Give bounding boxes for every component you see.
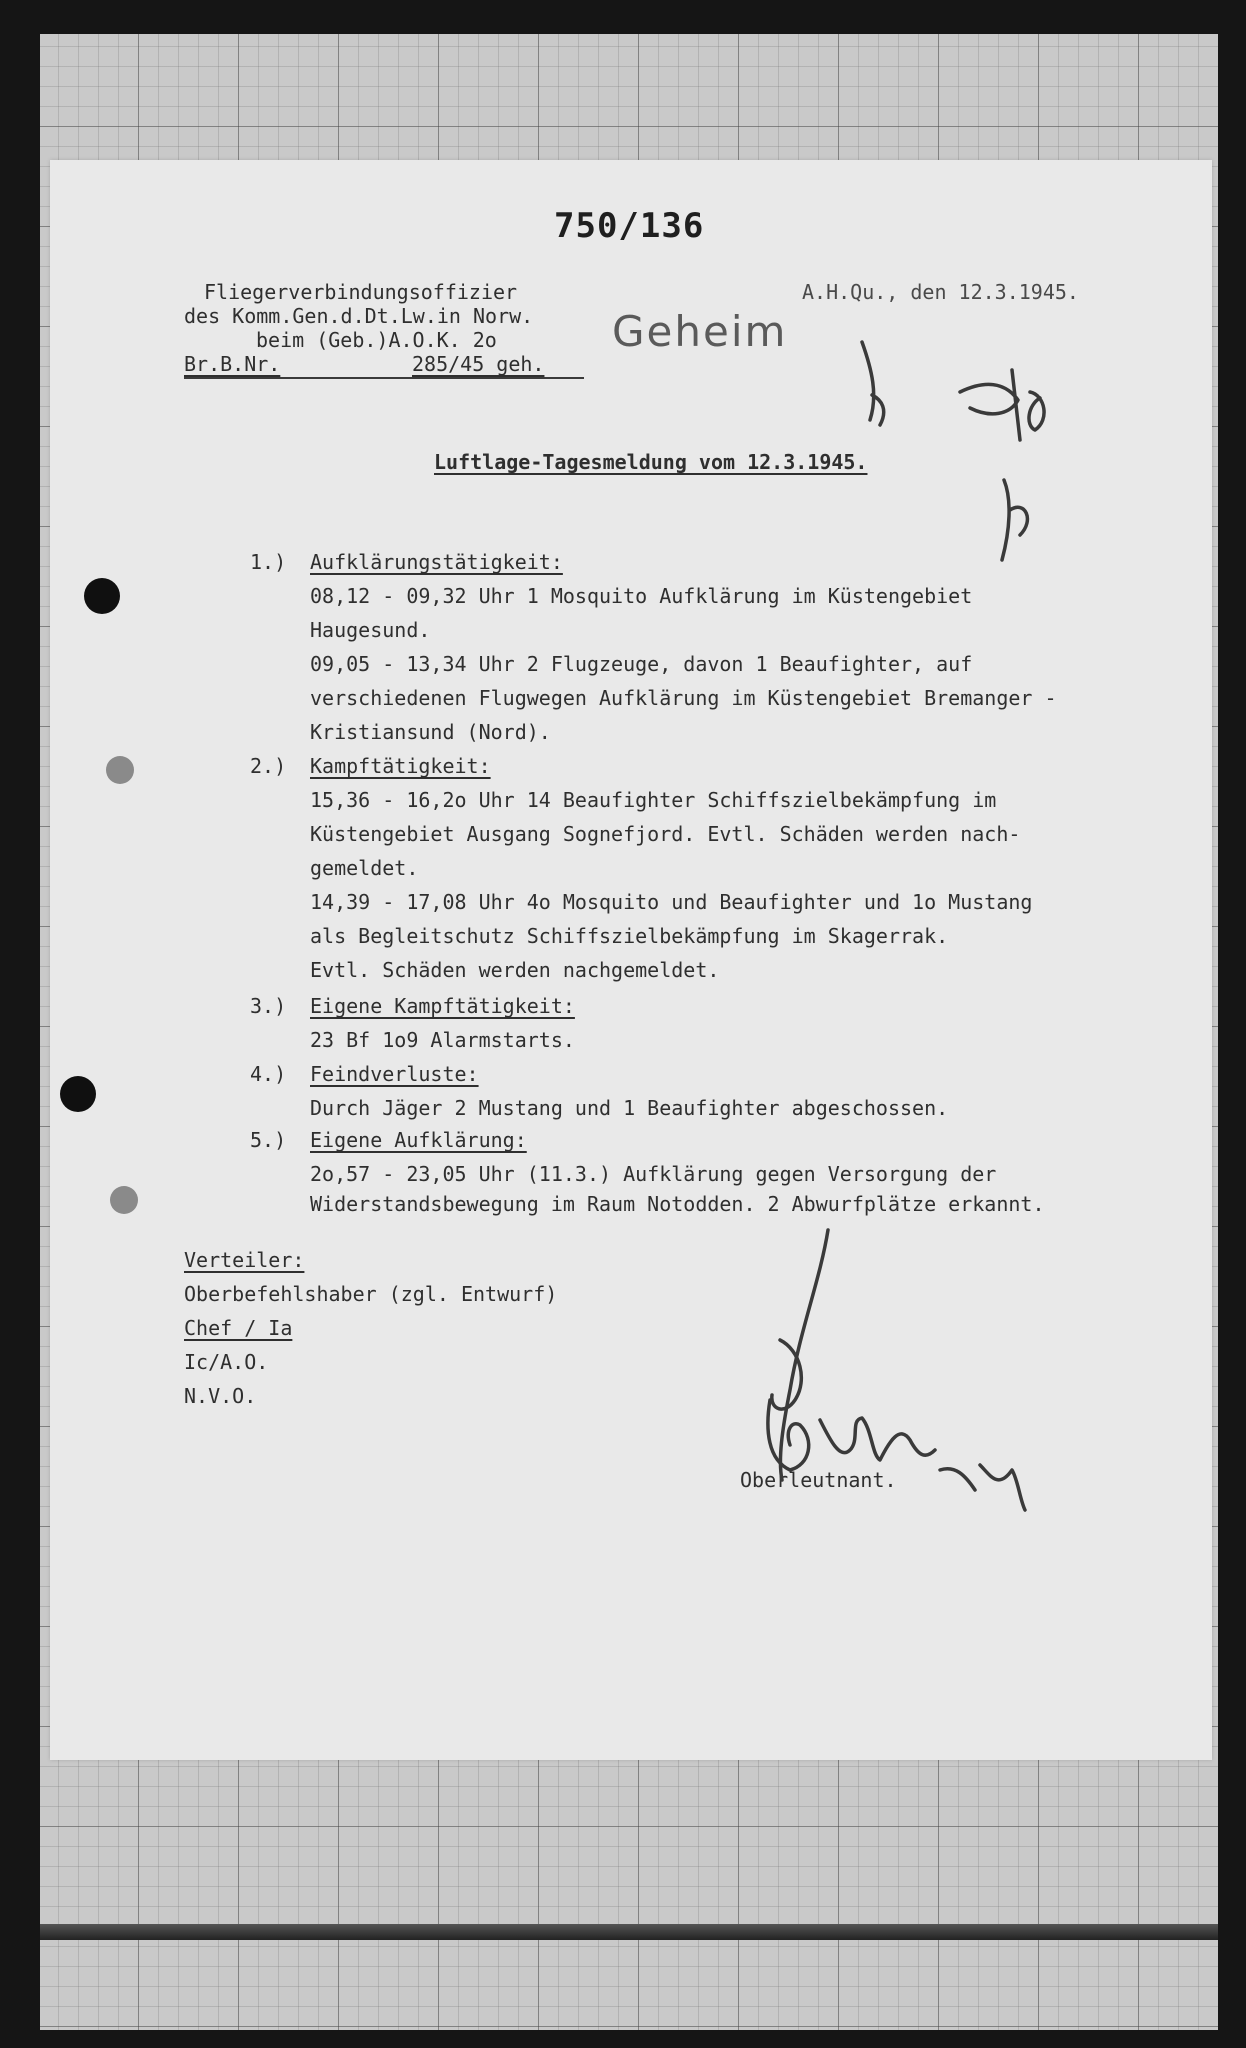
section-3-line-1: 23 Bf 1o9 Alarmstarts. bbox=[310, 1028, 575, 1052]
section-1-line-1: 08,12 - 09,32 Uhr 1 Mosquito Aufklärung im Küstengebiet bbox=[310, 584, 973, 608]
sender-line-2: des Komm.Gen.d.Dt.Lw.in Norw. bbox=[184, 304, 534, 328]
reference-number: 285/45 geh. bbox=[412, 352, 545, 376]
section-4-number: 4.) bbox=[250, 1062, 287, 1086]
section-1-line-2: Haugesund. bbox=[310, 618, 431, 642]
section-1-line-3: 09,05 - 13,34 Uhr 2 Flugzeuge, davon 1 Beaufighter, auf bbox=[310, 652, 973, 676]
distribution-recipient-1: Oberbefehlshaber (zgl. Entwurf) bbox=[184, 1282, 558, 1306]
section-2-line-6: Evtl. Schäden werden nachgemeldet. bbox=[310, 958, 720, 982]
section-2-number: 2.) bbox=[250, 754, 287, 778]
section-5-number: 5.) bbox=[250, 1128, 287, 1152]
section-4-heading: Feindverluste: bbox=[310, 1062, 479, 1086]
distribution-recipient-2: Chef / Ia bbox=[184, 1316, 293, 1340]
distribution-recipient-4: N.V.O. bbox=[184, 1384, 257, 1408]
file-number: 750/136 bbox=[554, 206, 705, 246]
section-1-number: 1.) bbox=[250, 550, 287, 574]
section-2-line-1: 15,36 - 16,2o Uhr 14 Beaufighter Schiffszielbekämpfung im bbox=[310, 788, 997, 812]
signature-rank: Oberleutnant. bbox=[740, 1468, 897, 1492]
section-3-number: 3.) bbox=[250, 994, 287, 1018]
sender-line-1: Fliegerverbindungsoffizier bbox=[204, 280, 518, 304]
classification-stamp: Geheim bbox=[612, 307, 788, 356]
distribution-recipient-3: Ic/A.O. bbox=[184, 1350, 269, 1374]
section-2-line-2: Küstengebiet Ausgang Sognefjord. Evtl. Schäden werden nach- bbox=[310, 822, 1021, 846]
report-title: Luftlage-Tagesmeldung vom 12.3.1945. bbox=[434, 450, 868, 474]
sender-line-3: beim (Geb.)A.O.K. 2o bbox=[256, 328, 497, 352]
section-5-line-1: 2o,57 - 23,05 Uhr (11.3.) Aufklärung gegen Versorgung der bbox=[310, 1162, 997, 1186]
section-4-line-1: Durch Jäger 2 Mustang und 1 Beaufighter abgeschossen. bbox=[310, 1096, 949, 1120]
section-1-line-5: Kristiansund (Nord). bbox=[310, 720, 551, 744]
section-1-heading: Aufklärungstätigkeit: bbox=[310, 550, 563, 574]
section-2-line-5: als Begleitschutz Schiffszielbekämpfung im Skagerrak. bbox=[310, 924, 949, 948]
section-5-heading: Eigene Aufklärung: bbox=[310, 1128, 527, 1152]
place-date: A.H.Qu., den 12.3.1945. bbox=[802, 280, 1079, 304]
section-5-line-2: Widerstandsbewegung im Raum Notodden. 2 Abwurfplätze erkannt. bbox=[310, 1192, 1045, 1216]
section-2-heading: Kampftätigkeit: bbox=[310, 754, 491, 778]
distribution-heading: Verteiler: bbox=[184, 1248, 305, 1272]
section-2-line-3: gemeldet. bbox=[310, 856, 419, 880]
section-2-line-4: 14,39 - 17,08 Uhr 4o Mosquito und Beaufighter und 1o Mustang bbox=[310, 890, 1033, 914]
reference-label: Br.B.Nr. bbox=[184, 352, 281, 376]
section-1-line-4: verschiedenen Flugwegen Aufklärung im Küstengebiet Bremanger - bbox=[310, 686, 1057, 710]
section-3-heading: Eigene Kampftätigkeit: bbox=[310, 994, 575, 1018]
